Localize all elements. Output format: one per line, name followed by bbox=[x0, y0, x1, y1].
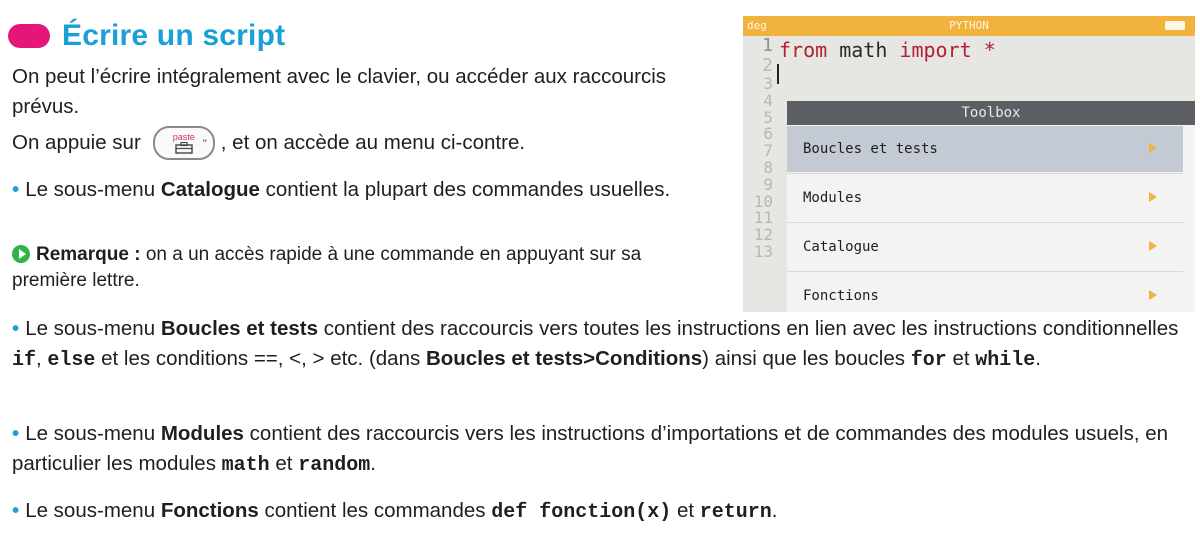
menu-item-label: Catalogue bbox=[803, 239, 879, 255]
line-number: 5 bbox=[763, 107, 773, 127]
calculator-screen bbox=[743, 16, 1195, 312]
code-module-math: math bbox=[827, 38, 900, 62]
line-number: 8 bbox=[763, 157, 773, 177]
menu-item-boucles-et-tests[interactable] bbox=[787, 126, 1183, 172]
boucles-t3: ) ainsi que les boucles bbox=[702, 347, 906, 370]
toolbox-glyph-icon bbox=[175, 142, 193, 154]
code-line-1[interactable] bbox=[779, 38, 996, 62]
menu-item-catalogue[interactable] bbox=[787, 224, 1183, 270]
line-number: 13 bbox=[753, 241, 773, 261]
angle-mode: deg bbox=[747, 19, 767, 32]
code-star: * bbox=[971, 38, 996, 62]
remarque-text: on a un accès rapide à une commande en appuyant sur sa première lettre. bbox=[12, 244, 642, 291]
remarque-paragraph bbox=[12, 242, 692, 294]
code-return: return bbox=[699, 501, 772, 524]
menu-item-label: Modules bbox=[803, 190, 863, 206]
boucles-t2: et les conditions ==, <, > etc. (dans bbox=[101, 347, 421, 370]
line-number: 6 bbox=[763, 124, 773, 144]
line-number: 7 bbox=[763, 141, 773, 161]
bullet-icon: • bbox=[12, 422, 20, 445]
line-number: 3 bbox=[763, 74, 773, 93]
code-keyword-import: import bbox=[899, 38, 972, 62]
boucles-path: Boucles et tests>Conditions bbox=[425, 347, 703, 370]
fonctions-end: . bbox=[771, 499, 778, 522]
bullet-icon: • bbox=[12, 178, 20, 201]
section-heading bbox=[8, 14, 285, 58]
line-number-gutter bbox=[743, 36, 775, 312]
catalogue-paragraph bbox=[12, 175, 702, 205]
line-number: 2 bbox=[762, 55, 773, 76]
modules-end: . bbox=[370, 452, 376, 475]
line-number: 4 bbox=[763, 90, 773, 110]
arrow-right-icon bbox=[1149, 143, 1157, 153]
bullet-icon: • bbox=[12, 499, 20, 522]
code-for: for bbox=[910, 349, 947, 372]
paste-key-label: paste bbox=[172, 131, 195, 142]
heading-pill-icon bbox=[8, 24, 50, 48]
catalogue-prefix: Le sous-menu bbox=[25, 178, 156, 201]
code-if: if bbox=[12, 349, 37, 372]
toolbox-menu bbox=[787, 101, 1195, 312]
boucles-t1: contient des raccourcis vers toutes les instructions en lien avec les instructions conditionnelles bbox=[323, 317, 1179, 340]
code-else: else bbox=[47, 349, 96, 372]
arrow-right-icon bbox=[1149, 290, 1157, 300]
arrow-right-icon bbox=[1149, 241, 1157, 251]
bullet-icon: • bbox=[12, 317, 20, 340]
text-cursor bbox=[777, 64, 779, 84]
menu-item-label: Fonctions bbox=[803, 288, 879, 304]
arrow-right-icon bbox=[1149, 192, 1157, 202]
fonctions-t1: contient les commandes bbox=[264, 499, 486, 522]
menu-separator bbox=[787, 173, 1183, 174]
line-number: 10 bbox=[753, 191, 773, 211]
catalogue-name: Catalogue bbox=[160, 178, 260, 201]
fonctions-et: et bbox=[676, 499, 695, 522]
menu-item-modules[interactable] bbox=[787, 175, 1183, 221]
paste-key-icon bbox=[153, 126, 215, 160]
paste-text-before: On appuie sur bbox=[12, 131, 141, 154]
calculator-status-bar bbox=[743, 16, 1195, 36]
remarque-label: Remarque : bbox=[36, 244, 141, 265]
menu-separator bbox=[787, 222, 1183, 223]
menu-item-label: Boucles et tests bbox=[803, 141, 938, 157]
modules-name: Modules bbox=[160, 422, 244, 445]
toolbox-title: Toolbox bbox=[787, 101, 1195, 125]
boucles-end: . bbox=[1035, 347, 1041, 370]
boucles-name: Boucles et tests bbox=[160, 317, 319, 340]
boucles-prefix: Le sous-menu bbox=[25, 317, 156, 340]
paste-paragraph bbox=[12, 126, 702, 160]
play-icon bbox=[12, 245, 30, 263]
fonctions-prefix: Le sous-menu bbox=[25, 499, 156, 522]
modules-et: et bbox=[275, 452, 293, 475]
app-title: PYTHON bbox=[949, 19, 989, 32]
battery-icon bbox=[1165, 21, 1185, 30]
modules-t1: contient des raccourcis vers les instructions d’importations et de commandes des modules usuels, en particulier les modules bbox=[12, 422, 1169, 475]
intro-paragraph: On peut l’écrire intégralement avec le clavier, ou accéder aux raccourcis prévus. bbox=[12, 65, 667, 118]
code-def: def fonction(x) bbox=[491, 501, 672, 524]
line-number: 9 bbox=[763, 174, 773, 194]
line-number: 12 bbox=[753, 225, 773, 245]
paste-text-after: , et on accède au menu ci-contre. bbox=[220, 131, 526, 154]
code-random: random bbox=[298, 454, 371, 477]
boucles-et: et bbox=[952, 347, 970, 370]
fonctions-paragraph bbox=[12, 496, 1192, 528]
line-number: 11 bbox=[753, 208, 773, 228]
code-keyword-from: from bbox=[779, 38, 828, 62]
boucles-comma: , bbox=[36, 347, 42, 370]
paste-key-quote: " bbox=[202, 138, 207, 150]
modules-prefix: Le sous-menu bbox=[25, 422, 156, 445]
line-number: 1 bbox=[762, 35, 773, 56]
menu-item-fonctions[interactable] bbox=[787, 273, 1183, 312]
heading-title: Écrire un script bbox=[62, 19, 286, 52]
fonctions-name: Fonctions bbox=[160, 499, 259, 522]
menu-separator bbox=[787, 271, 1183, 272]
code-while: while bbox=[975, 349, 1036, 372]
code-math: math bbox=[221, 454, 270, 477]
catalogue-rest: contient la plupart des commandes usuelles. bbox=[265, 178, 671, 201]
boucles-paragraph bbox=[12, 314, 1192, 376]
modules-paragraph bbox=[12, 419, 1200, 481]
